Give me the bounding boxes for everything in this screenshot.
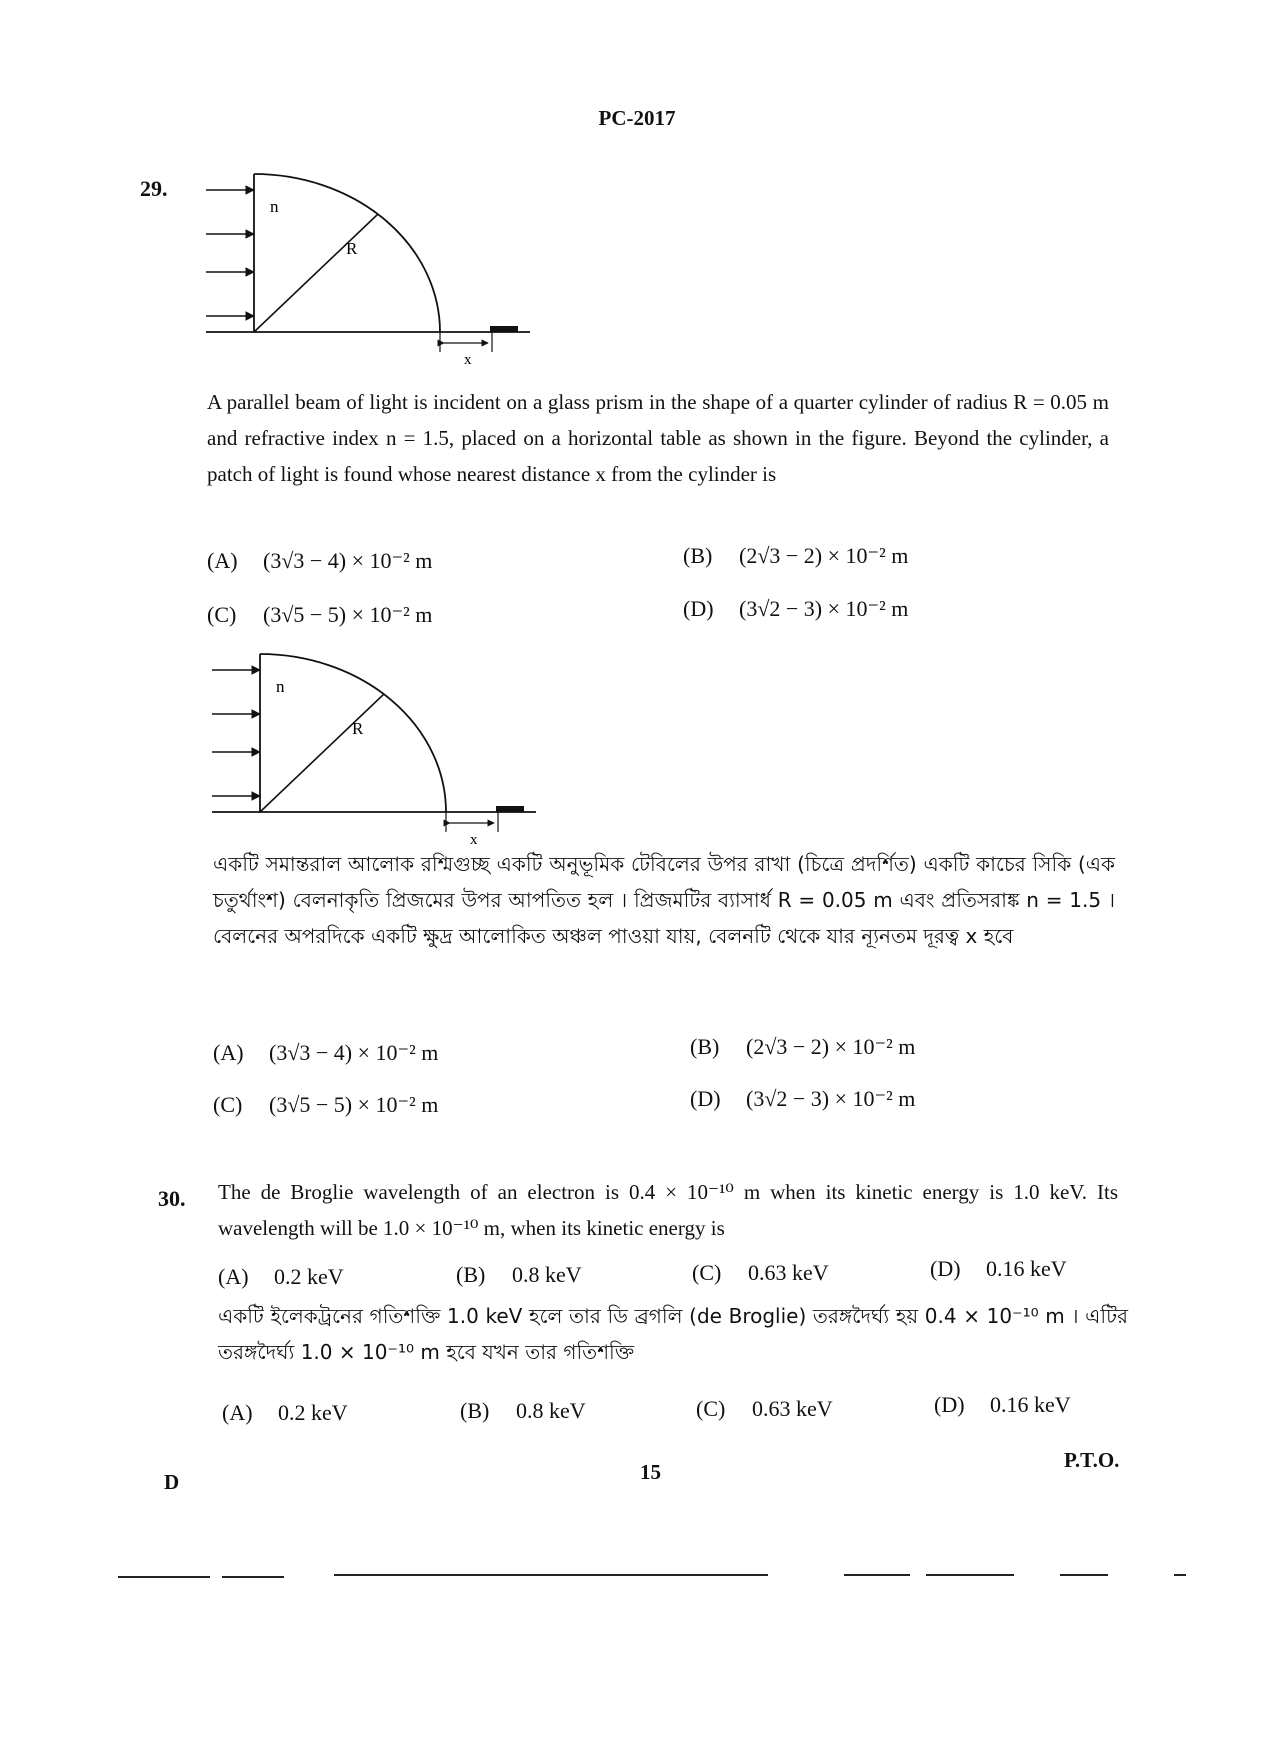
q30-english-option-c: (C) 0.63 keV bbox=[692, 1260, 829, 1285]
q29-bengali-option-b: (B) (2√3 − 2) × 10⁻² m bbox=[690, 1034, 916, 1059]
bottom-rule bbox=[1060, 1574, 1108, 1576]
footer-pto: P.T.O. bbox=[1064, 1448, 1120, 1472]
q29-english-option-b: (B) (2√3 − 2) × 10⁻² m bbox=[683, 543, 909, 568]
q29-figure-english bbox=[198, 168, 548, 368]
q30-bengali-text: একটি ইলেকট্রনের গতিশক্তি 1.0 keV হলে তার ডি ব্রগলি (de Broglie) তরঙ্গদৈর্ঘ্য হয় 0.4 × 10⁻¹⁰ m । এটির তরঙ্গদৈর্ঘ্য 1.0 × 10⁻¹⁰ m হবে যখন তার গতিশক্তি bbox=[218, 1304, 1128, 1364]
bottom-rule bbox=[926, 1574, 1014, 1576]
question-29-number: 29. bbox=[140, 176, 168, 201]
figure-x-label: x bbox=[464, 352, 472, 368]
bottom-rule bbox=[1174, 1574, 1186, 1576]
figure-n-label: n bbox=[270, 197, 279, 216]
bottom-rule bbox=[118, 1576, 210, 1578]
q29-english-option-d: (D) (3√2 − 3) × 10⁻² m bbox=[683, 596, 909, 621]
question-30-number: 30. bbox=[158, 1186, 186, 1211]
q29-bengali-option-c: (C) (3√5 − 5) × 10⁻² m bbox=[213, 1092, 439, 1117]
q29-bengali-text: একটি সমান্তরাল আলোক রশ্মিগুচ্ছ একটি অনুভূমিক টেবিলের উপর রাখা (চিত্রে প্রদর্শিত) একটি কাচের সিকি (এক চতুর্থাংশ) বেলনাকৃতি প্রিজমের উপর আপতিত হল । প্রিজমটির ব্যাসার্ধ R = 0.05 m এবং প্রতিসরাঙ্ক n = 1.5 । বেলনের অপরদিকে একটি ক্ষুদ্র আলোকিত অঞ্চল পাওয়া যায়, বেলনটি থেকে যার ন্যূনতম দূরত্ব x হবে bbox=[213, 852, 1115, 948]
q30-bengali-option-c: (C) 0.63 keV bbox=[696, 1396, 833, 1421]
footer-booklet-code: D bbox=[164, 1470, 180, 1494]
q29-english-text: A parallel beam of light is incident on a glass prism in the shape of a quarter cylinder of radius R = 0.05 m and refractive index n = 1.5, placed on a horizontal table as shown in the figure. Beyond the cylinder, a patch of light is found whose nearest distance x from the cylinder is bbox=[207, 390, 1109, 486]
q30-bengali-option-d: (D) 0.16 keV bbox=[934, 1392, 1071, 1417]
figure-x-label: x bbox=[470, 832, 478, 848]
q29-english-option-a: (A) (3√3 − 4) × 10⁻² m bbox=[207, 548, 433, 573]
q30-bengali-option-b: (B) 0.8 keV bbox=[460, 1398, 586, 1423]
page-header-code: PC-2017 bbox=[598, 106, 676, 130]
footer-page-number: 15 bbox=[640, 1460, 661, 1484]
figure-n-label: n bbox=[276, 677, 285, 696]
q30-english-option-d: (D) 0.16 keV bbox=[930, 1256, 1067, 1281]
q29-figure-bengali bbox=[204, 648, 554, 848]
q29-bengali-option-d: (D) (3√2 − 3) × 10⁻² m bbox=[690, 1086, 916, 1111]
q29-bengali-option-a: (A) (3√3 − 4) × 10⁻² m bbox=[213, 1040, 439, 1065]
q30-english-text: The de Broglie wavelength of an electron is 0.4 × 10⁻¹⁰ m when its kinetic energy is 1.0 keV. Its wavelength will be 1.0 × 10⁻¹⁰ m, when its kinetic energy is bbox=[218, 1180, 1118, 1240]
figure-r-label: R bbox=[346, 239, 358, 258]
q30-english-option-b: (B) 0.8 keV bbox=[456, 1262, 582, 1287]
q29-english-option-c: (C) (3√5 − 5) × 10⁻² m bbox=[207, 602, 433, 627]
q30-bengali-option-a: (A) 0.2 keV bbox=[222, 1400, 348, 1425]
bottom-rule bbox=[334, 1574, 768, 1576]
bottom-rule bbox=[844, 1574, 910, 1576]
figure-r-label: R bbox=[352, 719, 364, 738]
q30-english-option-a: (A) 0.2 keV bbox=[218, 1264, 344, 1289]
bottom-rule bbox=[222, 1576, 284, 1578]
